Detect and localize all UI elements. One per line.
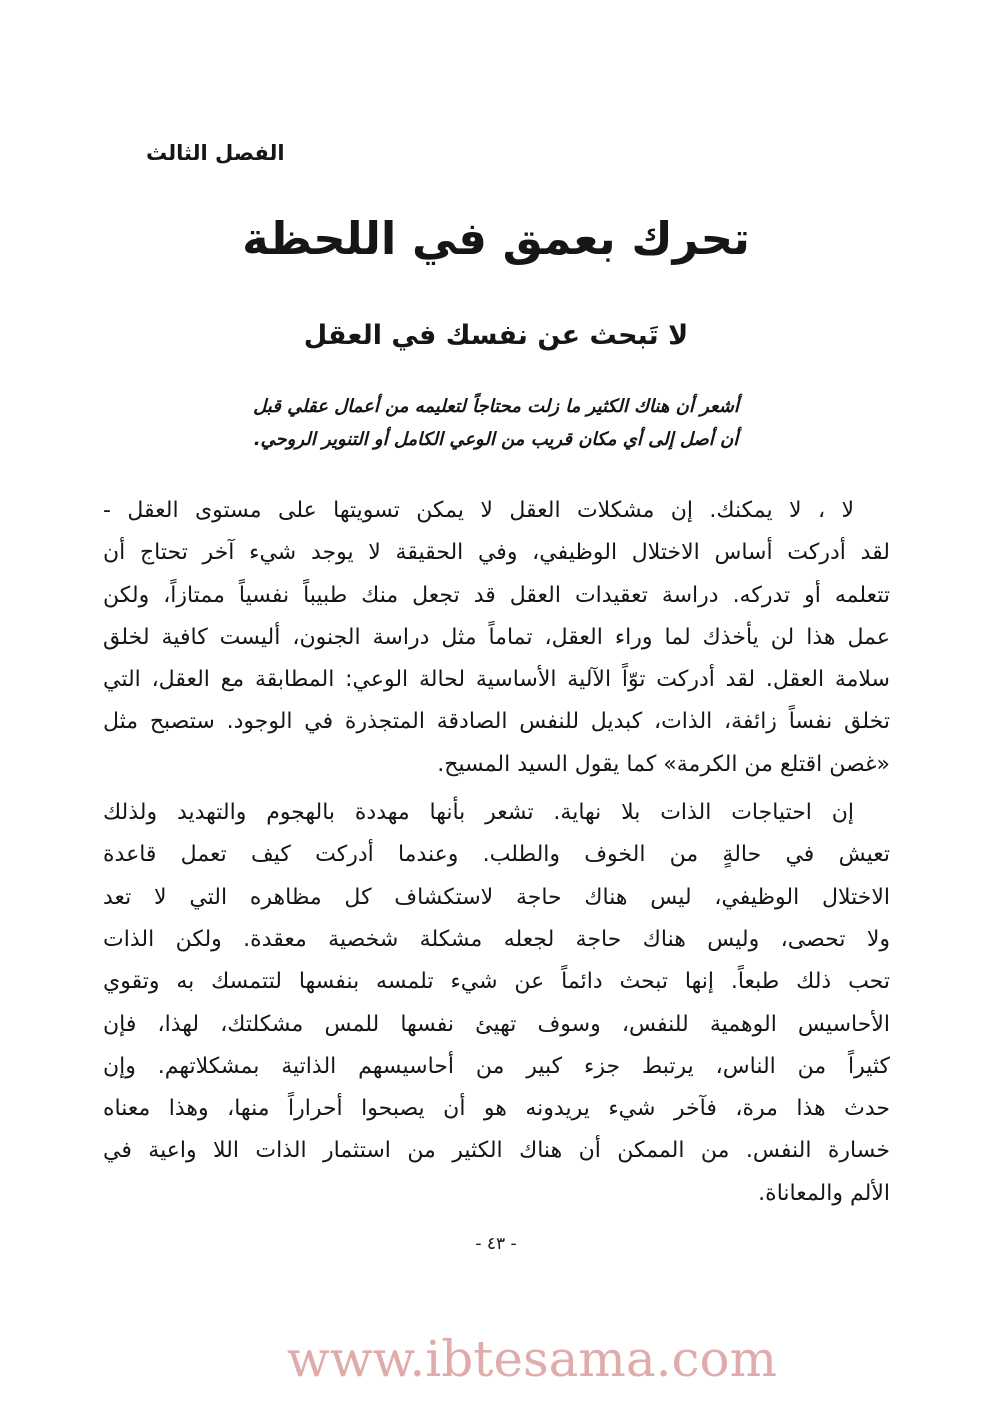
body-line: الاختلال الوظيفي، ليس هناك حاجة لاستكشاف كل مظاهره التي لا تعد [103,884,890,910]
body-line: خسارة النفس. من الممكن أن هناك الكثير من استثمار الذات اللا واعية في [103,1138,890,1164]
body-line: سلامة العقل. لقد أدركت توّاً الآلية الأساسية لحالة الوعي: المطابقة مع العقل، التي [103,667,890,693]
chapter-label: الفصل الثالث [146,141,285,165]
body-line: تحب ذلك طبعاً. إنها تبحث دائماً عن شيء تلمسه بنفسها لتتمسك به وتقوي [103,969,890,995]
body-paragraph [103,490,890,786]
page-title: تحرك بعمق في اللحظة [242,212,750,265]
body-line: الأحاسيس الوهمية للنفس، وسوف تهيئ نفسها للمس مشكلتك، لهذا، فإن [103,1011,890,1037]
body-line: تخلق نفساً زائفة، الذات، كبديل للنفس الصادقة المتجذرة في الوجود. ستصبح مثل [103,709,890,735]
body-line: لقد أدركت أساس الاختلال الوظيفي، وفي الحقيقة لا يوجد شيء آخر تحتاج أن [103,540,890,566]
body-line: الألم والمعاناة. [758,1180,890,1206]
body-line: حدث هذا مرة، فآخر شيء يريدونه هو أن يصبحوا أحراراً منها، وهذا معناه [103,1096,890,1122]
body-paragraph [103,792,890,1215]
page-subtitle: لا تَبحث عن نفسك في العقل [303,320,689,351]
body-line: كثيراً من الناس، يرتبط جزء كبير من أحاسيسهم الذاتية بمشكلاتهم. وإن [103,1053,890,1079]
epigraph-quote-line: أن أصل إلى أي مكان قريب من الوعي الكامل أو التنوير الروحي. [253,429,739,450]
watermark: www.ibtesama.com [286,1330,778,1388]
body-line: ولا تحصى، وليس هناك حاجة لجعله مشكلة شخصية معقدة. ولكن الذات [103,926,890,952]
page-number: - ٤٣ - [475,1234,517,1254]
body-line: لا ، لا يمكنك. إن مشكلات العقل لا يمكن تسويتها على مستوى العقل - [103,498,854,523]
body-line: عمل هذا لن يأخذك لما وراء العقل، تماماً مثل دراسة الجنون، أليست كافية لخلق [103,624,890,650]
body-text [103,490,890,1215]
body-line: تعيش في حالةٍ من الخوف والطلب. وعندما أدركت كيف تعمل قاعدة [103,842,890,868]
body-line: تتعلمه أو تدركه. دراسة تعقيدات العقل قد تجعل منك طبيباً نفسياً ممتازاً، ولكن [103,582,890,608]
epigraph-quote [216,390,776,456]
body-line: «غصن اقتلع من الكرمة» كما يقول السيد المسيح. [437,751,890,777]
epigraph-quote-line: أشعر أن هناك الكثير ما زلت محتاجاً لتعليمه من أعمال عقلي قبل [253,396,739,417]
body-line: إن احتياجات الذات بلا نهاية. تشعر بأنها مهددة بالهجوم والتهديد ولذلك [103,800,854,826]
